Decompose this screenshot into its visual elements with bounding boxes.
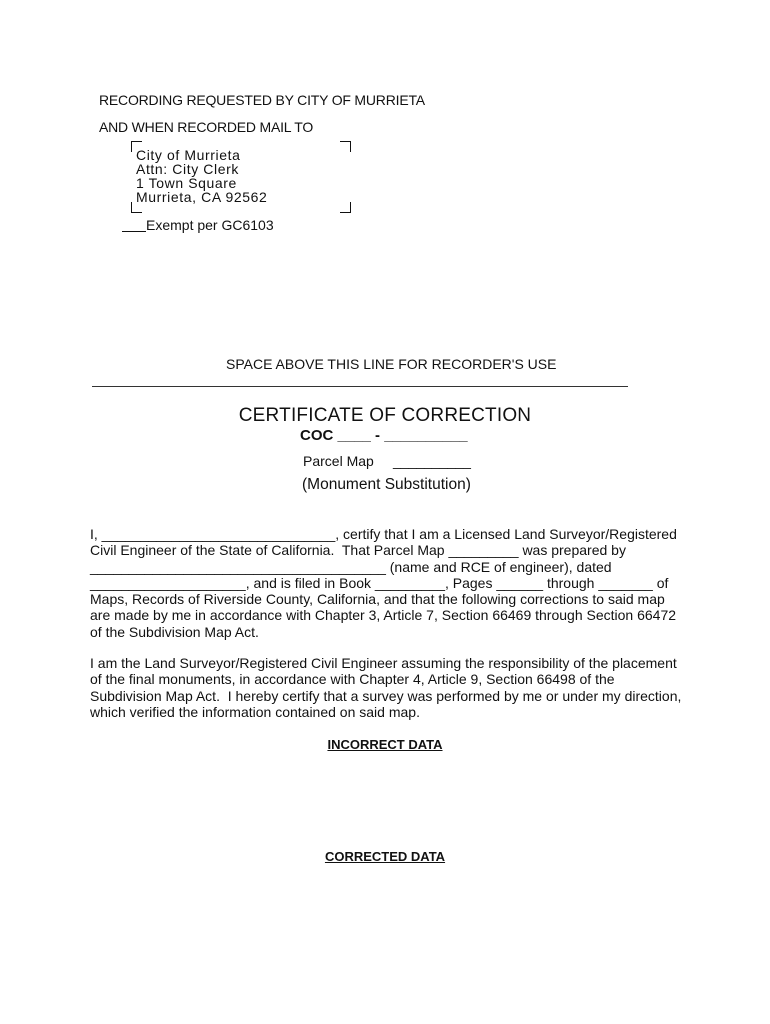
paragraph-line: of the final monuments, in accordance with Chapter 4, Article 9, Section 66498 of the (90, 671, 615, 688)
paragraph-line: I am the Land Surveyor/Registered Civil Engineer assuming the responsibility of the placement (90, 655, 677, 671)
coc-number: COC ____ - __________ (300, 427, 468, 444)
paragraph-line: Civil Engineer of the State of California. That Parcel Map _________ was prepared by (90, 542, 626, 559)
incorrect-data-heading: INCORRECT DATA (327, 737, 443, 752)
certificate-title: CERTIFICATE OF CORRECTION (238, 405, 532, 426)
certificate-subtitle: (Monument Substitution) (302, 476, 471, 493)
address-line-4: Murrieta, CA 92562 (136, 189, 268, 205)
paragraph-line: of the Subdivision Map Act. (90, 623, 259, 640)
corrected-data-heading: CORRECTED DATA (324, 849, 446, 864)
address-line-2: Attn: City Clerk (136, 161, 239, 177)
paragraph-line: Subdivision Map Act. I hereby certify that a survey was performed by me or under my direction, (90, 687, 682, 704)
paragraph-line: ____________________, and is filed in Book _________, Pages ______ through _______ of (90, 574, 669, 591)
mail-to-heading: AND WHEN RECORDED MAIL TO (99, 119, 314, 135)
recorder-space-label: SPACE ABOVE THIS LINE FOR RECORDER'S USE (226, 356, 557, 372)
recording-requested-heading: RECORDING REQUESTED BY CITY OF MURRIETA (99, 92, 425, 108)
paragraph-line: Maps, Records of Riverside County, California, and that the following corrections to said map (90, 591, 665, 608)
address-line-3: 1 Town Square (136, 175, 237, 191)
certification-paragraph (90, 526, 680, 640)
paragraph-line: are made by me in accordance with Chapter 3, Article 7, Section 66469 through Section 66472 (90, 607, 677, 624)
recorder-divider-line (92, 386, 628, 387)
corner-bracket-top-right (340, 141, 351, 152)
corner-bracket-bottom-right (340, 202, 351, 213)
paragraph-line: I, ______________________________, certify that I am a Licensed Land Surveyor/Registered (90, 526, 677, 542)
paragraph-line: ______________________________________ (name and RCE of engineer), dated (90, 558, 612, 575)
responsibility-paragraph (90, 655, 680, 720)
parcel-map-blank: __________ (393, 453, 471, 469)
exempt-text: Exempt per GC6103 (146, 217, 274, 233)
exempt-underline (122, 231, 146, 232)
address-line-1: City of Murrieta (136, 147, 241, 163)
parcel-map-label: Parcel Map (303, 453, 374, 469)
paragraph-line: which verified the information contained on said map. (90, 703, 420, 720)
